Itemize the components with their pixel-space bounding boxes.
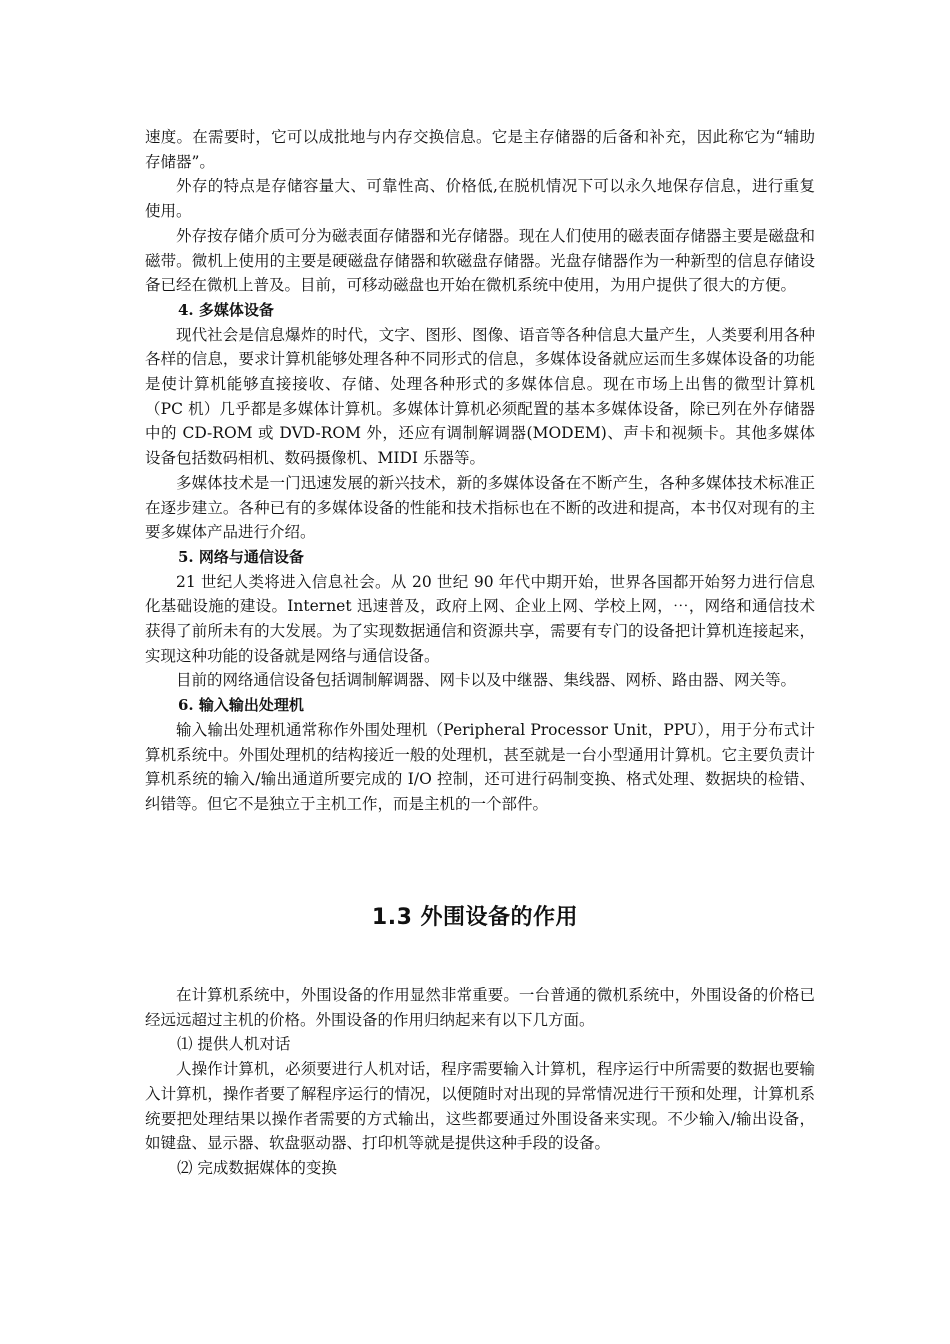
paragraph-external-storage-media: 外存按存储介质可分为磁表面存储器和光存储器。现在人们使用的磁表面存储器主要是磁盘和磁带。微机上使用的主要是硬磁盘存储器和软磁盘存储器。光盘存储器作为一种新型的信息存储设备已经在微机上普及。目前，可移动磁盘也开始在微机系统中使用，为用户提供了很大的方便。 [145, 226, 815, 295]
list-item-data-media-conversion: ⑵ 完成数据媒体的变换 [177, 1158, 337, 1177]
paragraph-human-computer-dialog: 人操作计算机，必须要进行人机对话，程序需要输入计算机，程序运行中所需要的数据也要输入计算机，操作者要了解程序运行的情况，以便随时对出现的异常情况进行干预和处理，计算机系统要把处理结果以操作者需要的方式输出，这些都要通过外围设备来实现。不少输入/输出设备，如键盘、显示器、软盘驱动器、打印机等就是提供这种手段的设备。 [145, 1060, 815, 1153]
paragraph-network-1: 21 世纪人类将进入信息社会。从 20 世纪 90 年代中期开始，世界各国都开始努力进行信息化基础设施的建设。Internet 迅速普及，政府上网、企业上网、学校上网，⋯，网络和通信技术获得了前所未有的大发展。为了实现数据通信和资源共享，需要有专门的设备把计算机连接起来，实现这种功能的设备就是网络与通信设备。 [145, 572, 815, 665]
heading-multimedia-devices: 4. 多媒体设备 [178, 300, 274, 319]
heading-network-devices: 5. 网络与通信设备 [178, 547, 304, 566]
paragraph-io-processor: 输入输出处理机通常称作外围处理机（Peripheral Processor Unit，PPU），用于分布式计算机系统中。外围处理机的结构接近一般的处理机，甚至就是一台小型通用计算机。它主要负责计算机系统的输入/输出通道所要完成的 I/O 控制，还可进行码制变换、格式处理、数据块的检错、纠错等。但它不是独立于主机工作，而是主机的一个部件。 [145, 720, 815, 813]
section-title: 1.3 外围设备的作用 [371, 905, 579, 930]
paragraph-network-2: 目前的网络通信设备包括调制解调器、网卡以及中继器、集线器、网桥、路由器、网关等。 [176, 671, 797, 690]
text-block-lower [145, 983, 815, 1181]
paragraph-peripheral-intro: 在计算机系统中，外围设备的作用显然非常重要。一台普通的微机系统中，外围设备的价格已经远远超过主机的价格。外围设备的作用归纳起来有以下几方面。 [145, 986, 815, 1029]
paragraph-multimedia-1: 现代社会是信息爆炸的时代，文字、图形、图像、语音等各种信息大量产生，人类要利用各种各样的信息，要求计算机能够处理各种不同形式的信息，多媒体设备就应运而生多媒体设备的功能是使计算机能够直接接收、存储、处理各种形式的多媒体信息。现在市场上出售的微型计算机（PC 机）几乎都是多媒体计算机。多媒体计算机必须配置的基本多媒体设备，除已列在外存储器中的 CD-ROM 或 DVD-ROM 外，还应有调制解调器(MODEM)、声卡和视频卡。其他多媒体设备包括数码相机、数码摄像机、MIDI 乐器等。 [145, 325, 815, 468]
paragraph-external-storage-features: 外存的特点是存储容量大、可靠性高、价格低,在脱机情况下可以永久地保存信息，进行重复使用。 [145, 177, 815, 221]
paragraph-continued: 速度。在需要时，它可以成批地与内存交换信息。它是主存储器的后备和补充，因此称它为“辅助存储器”。 [145, 128, 815, 171]
list-item-human-computer-dialog: ⑴ 提供人机对话 [177, 1035, 291, 1054]
heading-io-processor: 6. 输入输出处理机 [178, 696, 304, 715]
text-block-upper [145, 125, 815, 817]
paragraph-multimedia-2: 多媒体技术是一门迅速发展的新兴技术，新的多媒体设备在不断产生，各种多媒体技术标准正在逐步建立。各种已有的多媒体设备的性能和技术指标也在不断的改进和提高，本书仅对现有的主要多媒体产品进行介绍。 [145, 473, 815, 542]
